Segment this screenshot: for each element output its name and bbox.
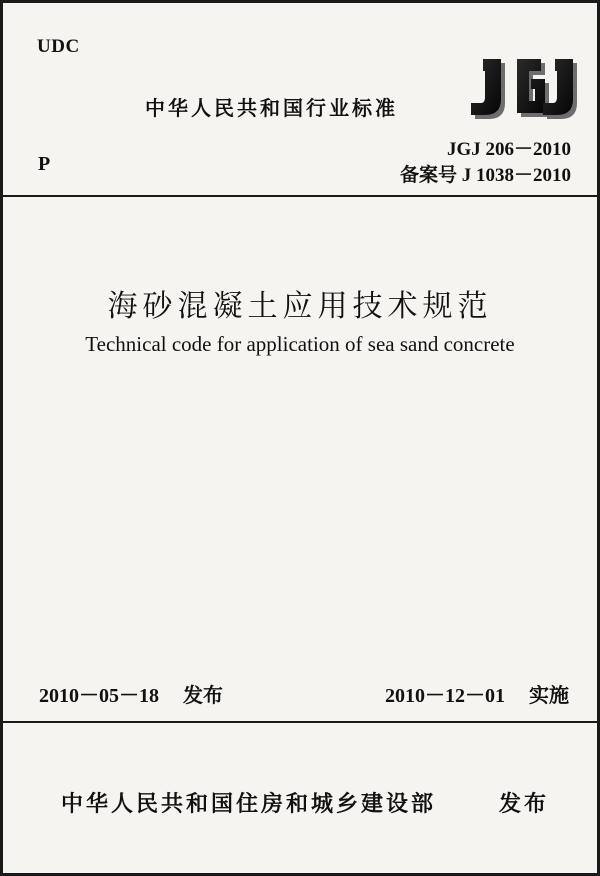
title-chinese: 海砂混凝土应用技术规范 bbox=[107, 289, 493, 324]
publisher-name: 中华人民共和国住房和城乡建设部 bbox=[61, 792, 437, 817]
filing-number: 备案号 J 1038－2010 bbox=[399, 165, 571, 186]
implement-date: 2010－12－01 bbox=[385, 685, 505, 707]
publish-label: 发布 bbox=[498, 792, 549, 817]
jgj-logo-icon bbox=[465, 57, 577, 119]
udc-label: UDC bbox=[37, 36, 80, 57]
implement-label: 实施 bbox=[529, 683, 569, 707]
issue-date: 2010－05－18 bbox=[39, 685, 159, 707]
standard-type: 中华人民共和国行业标准 bbox=[145, 96, 398, 120]
title-english: Technical code for application of sea sand concrete bbox=[85, 332, 515, 356]
standard-number: JGJ 206－2010 bbox=[446, 139, 571, 160]
implement-date-line bbox=[385, 679, 569, 708]
issue-label: 发布 bbox=[183, 683, 223, 707]
header-divider bbox=[3, 195, 597, 197]
issue-date-line bbox=[39, 679, 223, 708]
classification-code: P bbox=[38, 153, 51, 175]
footer-divider bbox=[3, 721, 597, 723]
